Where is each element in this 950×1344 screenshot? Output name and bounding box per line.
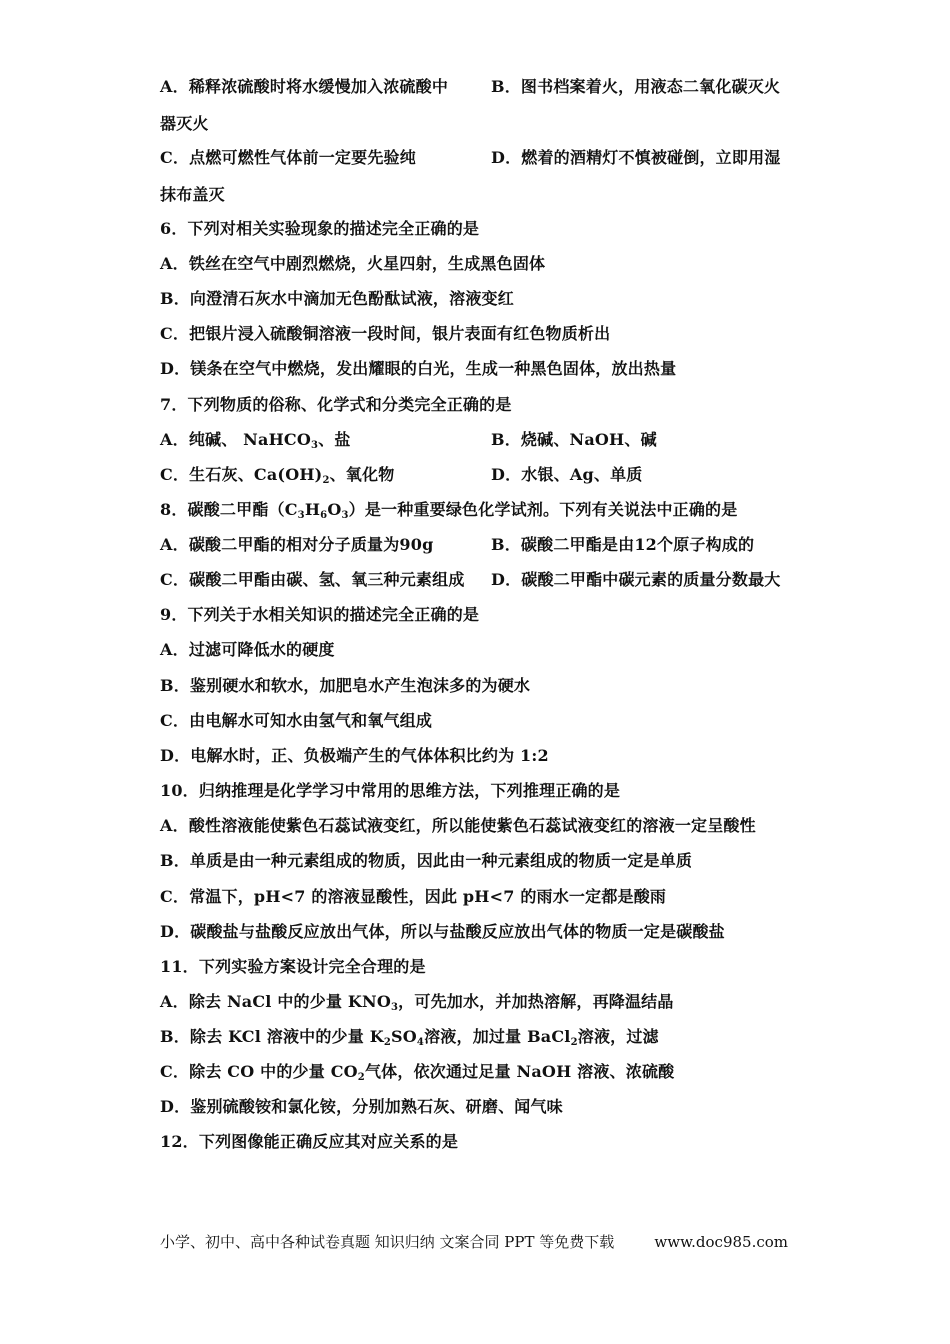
q9-option-b: B．鉴别硬水和软水，加肥皂水产生泡沫多的为硬水 (160, 676, 531, 695)
q9-option-d: D．电解水时，正、负极端产生的气体体积比约为 1:2 (160, 746, 549, 765)
q6-stem: 6．下列对相关实验现象的描述完全正确的是 (160, 219, 480, 238)
q8-option-a: A．碳酸二甲酯的相对分子质量为90g (160, 535, 434, 554)
q10-option-d: D．碳酸盐与盐酸反应放出气体，所以与盐酸反应放出气体的物质一定是碳酸盐 (160, 922, 725, 941)
q11-stem: 11．下列实验方案设计完全合理的是 (160, 957, 426, 976)
q10-option-b: B．单质是由一种元素组成的物质，因此由一种元素组成的物质一定是单质 (160, 851, 693, 870)
q6-option-d: D．镁条在空气中燃烧，发出耀眼的白光，生成一种黑色固体，放出热量 (160, 359, 677, 378)
q5-option-b: B．图书档案着火，用液态二氧化碳灭火 (491, 77, 781, 96)
q6-option-a: A．铁丝在空气中剧烈燃烧，火星四射，生成黑色固体 (160, 254, 546, 273)
q6-option-c: C．把银片浸入硫酸铜溶液一段时间，银片表面有红色物质析出 (160, 324, 611, 343)
footer-url-link[interactable]: www.doc985.com (654, 1233, 788, 1251)
q8-option-c: C．碳酸二甲酯由碳、氢、氧三种元素组成 (160, 570, 465, 589)
q5-option-b-continued: 器灭火 (160, 114, 209, 133)
q6-option-b: B．向澄清石灰水中滴加无色酚酞试液，溶液变红 (160, 289, 514, 308)
q9-option-a: A．过滤可降低水的硬度 (160, 640, 335, 659)
q5-option-a: A．稀释浓硫酸时将水缓慢加入浓硫酸中 (160, 77, 449, 96)
q8-option-d: D．碳酸二甲酯中碳元素的质量分数最大 (491, 570, 781, 589)
q7-option-c: C．生石灰、$Ca(OH)_2$、氧化物 (160, 465, 395, 486)
q11-option-c: C．除去 CO 中的少量 $CO_2$气体，依次通过足量 NaOH 溶液、浓硫酸 (160, 1062, 675, 1083)
page-footer (160, 1232, 788, 1252)
q8-stem: 8．碳酸二甲酯$(C_3H_6O_3)$是一种重要绿色化学试剂。下列有关说法中正确的是 (160, 500, 738, 521)
q7-option-b: B．烧碱、NaOH、碱 (491, 430, 657, 449)
q12-stem: 12．下列图像能正确反应其对应关系的是 (160, 1132, 459, 1151)
q5-option-c: C．点燃可燃性气体前一定要先验纯 (160, 148, 416, 167)
q5-option-d: D．燃着的酒精灯不慎被碰倒，立即用湿 (491, 148, 781, 167)
q10-option-a: A．酸性溶液能使紫色石蕊试液变红，所以能使紫色石蕊试液变红的溶液一定呈酸性 (160, 816, 756, 835)
q7-stem: 7．下列物质的俗称、化学式和分类完全正确的是 (160, 395, 512, 414)
q7-option-a: A．纯碱、 NaHCO$_3$、盐 (160, 430, 351, 451)
q11-option-b: B．除去 KCl 溶液中的少量 $K_2SO_4$溶液，加过量 BaCl$_2$溶液，过滤 (160, 1027, 659, 1048)
q9-option-c: C．由电解水可知水由氢气和氧气组成 (160, 711, 433, 730)
q10-option-c: C．常温下，pH<7 的溶液显酸性，因此 pH<7 的雨水一定都是酸雨 (160, 887, 667, 906)
q5-option-d-continued: 抹布盖灭 (160, 185, 225, 204)
q11-option-d: D．鉴别硫酸铵和氯化铵，分别加熟石灰、研磨、闻气味 (160, 1097, 563, 1116)
q10-stem: 10．归纳推理是化学学习中常用的思维方法，下列推理正确的是 (160, 781, 621, 800)
footer-text: 小学、初中、高中各种试卷真题 知识归纳 文案合同 PPT 等免费下载 (160, 1233, 615, 1251)
q8-option-b: B．碳酸二甲酯是由12个原子构成的 (491, 535, 755, 554)
q11-option-a: A．除去 NaCl 中的少量 $KNO_3$，可先加水，并加热溶解，再降温结晶 (160, 992, 674, 1013)
q7-option-d: D．水银、Ag、单质 (491, 465, 643, 484)
q9-stem: 9．下列关于水相关知识的描述完全正确的是 (160, 605, 480, 624)
